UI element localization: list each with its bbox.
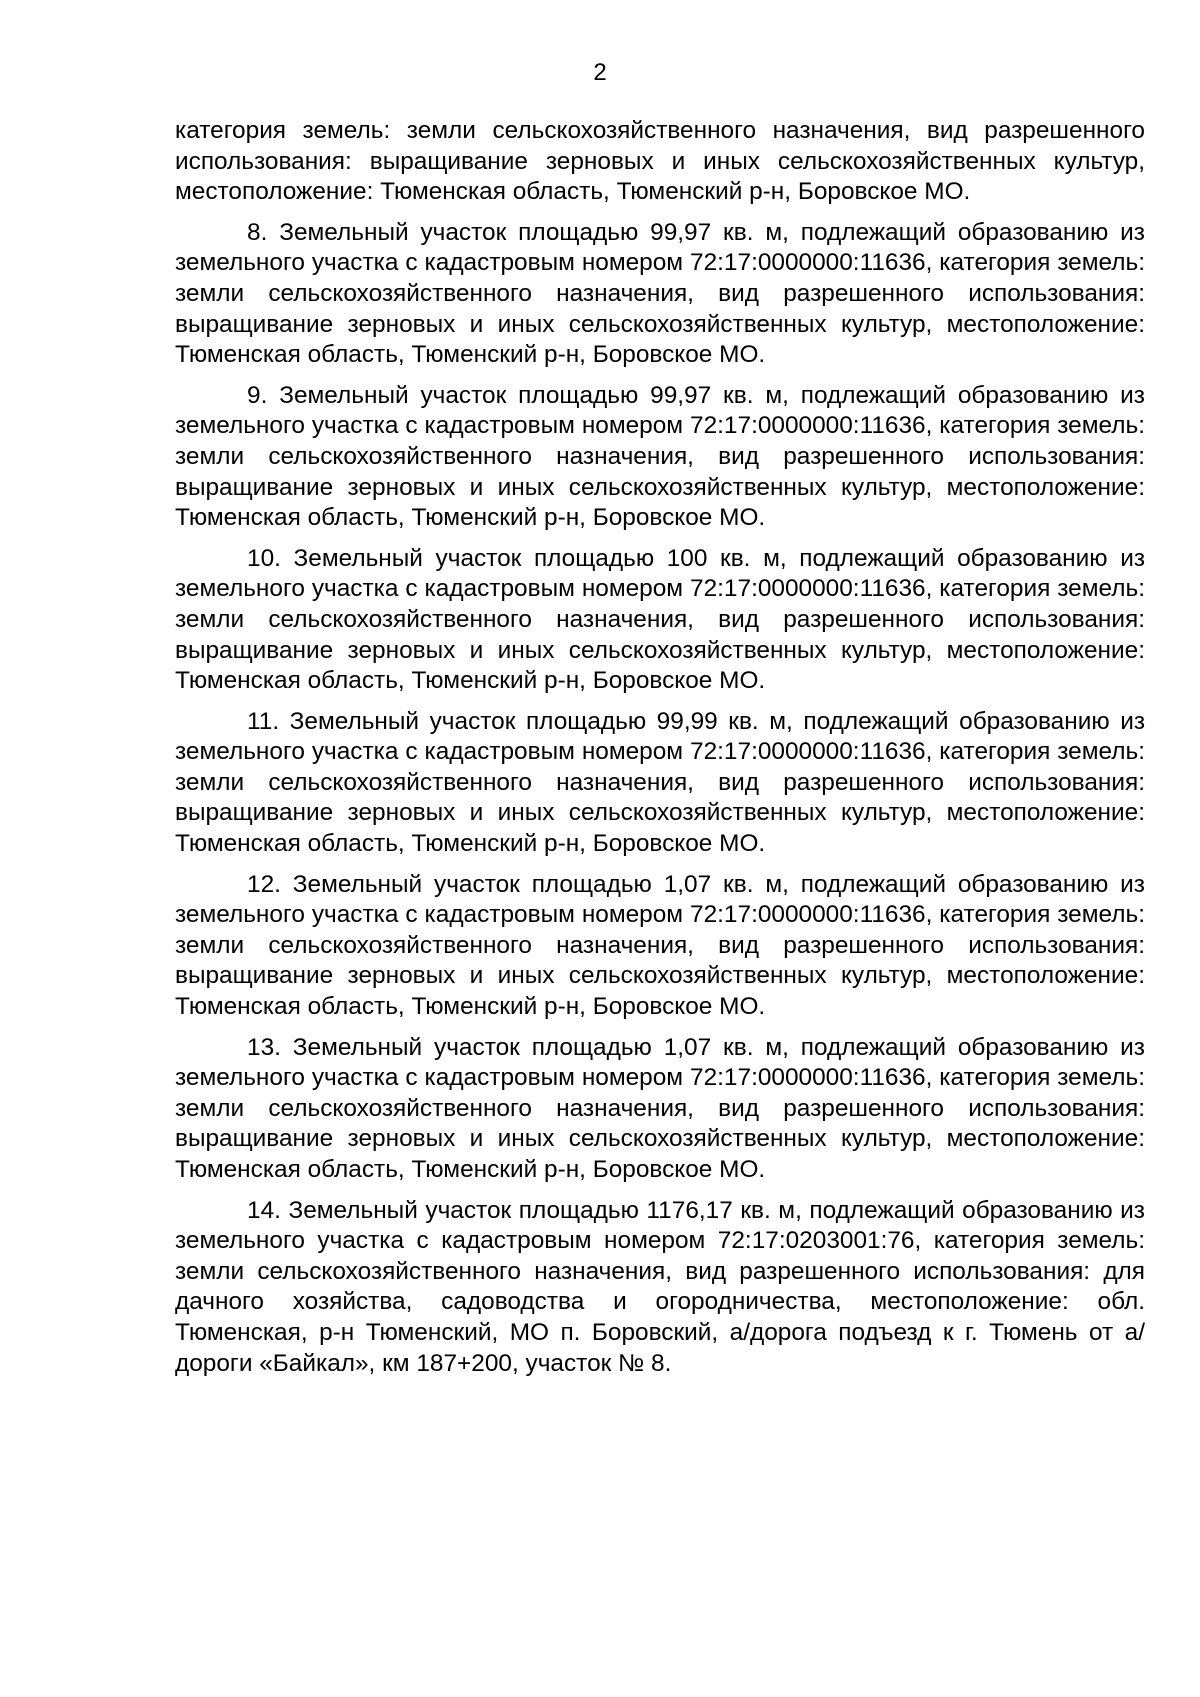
paragraph-item-14: 14. Земельный участок площадью 1176,17 кв. м, подлежащий образованию из земельного участка с кадастровым номером 72:17:0203001:76, категория земель: земли сельскохозяйственного назначения, вид разрешенного использования: для дачного хозяйства, садоводства и огородничества, местоположение: обл. Тюменская, р-н Тюменский, МО п. Боровский, а/дорога подъезд к г. Тюмень от а/дороги «Байкал», км 187+200, участок № 8. (175, 1196, 1145, 1377)
paragraph-item-8: 8. Земельный участок площадью 99,97 кв. м, подлежащий образованию из земельного участка с кадастровым номером 72:17:0000000:11636, категория земель: земли сельскохозяйственного назначения, вид разрешенного использования: выращивание зерновых и иных сельскохозяйственных культур, местоположение: Тюменская область, Тюменский р-н, Боровское МО. (175, 218, 1145, 369)
document-body (175, 116, 1145, 1389)
paragraph-item-12: 12. Земельный участок площадью 1,07 кв. м, подлежащий образованию из земельного участка с кадастровым номером 72:17:0000000:11636, категория земель: земли сельскохозяйственного назначения, вид разрешенного использования: выращивание зерновых и иных сельскохозяйственных культур, местоположение: Тюменская область, Тюменский р-н, Боровское МО. (175, 870, 1145, 1021)
paragraph-item-9: 9. Земельный участок площадью 99,97 кв. м, подлежащий образованию из земельного участка с кадастровым номером 72:17:0000000:11636, категория земель: земли сельскохозяйственного назначения, вид разрешенного использования: выращивание зерновых и иных сельскохозяйственных культур, местоположение: Тюменская область, Тюменский р-н, Боровское МО. (175, 381, 1145, 532)
paragraph-item-11: 11. Земельный участок площадью 99,99 кв. м, подлежащий образованию из земельного участка с кадастровым номером 72:17:0000000:11636, категория земель: земли сельскохозяйственного назначения, вид разрешенного использования: выращивание зерновых и иных сельскохозяйственных культур, местоположение: Тюменская область, Тюменский р-н, Боровское МО. (175, 707, 1145, 858)
paragraph-item-10: 10. Земельный участок площадью 100 кв. м, подлежащий образованию из земельного участка с кадастровым номером 72:17:0000000:11636, категория земель: земли сельскохозяйственного назначения, вид разрешенного использования: выращивание зерновых и иных сельскохозяйственных культур, местоположение: Тюменская область, Тюменский р-н, Боровское МО. (175, 544, 1145, 695)
page-number: 2 (593, 59, 607, 86)
paragraph-item-13: 13. Земельный участок площадью 1,07 кв. м, подлежащий образованию из земельного участка с кадастровым номером 72:17:0000000:11636, категория земель: земли сельскохозяйственного назначения, вид разрешенного использования: выращивание зерновых и иных сельскохозяйственных культур, местоположение: Тюменская область, Тюменский р-н, Боровское МО. (175, 1033, 1145, 1183)
paragraph-continuation: категория земель: земли сельскохозяйственного назначения, вид разрешенного использования: выращивание зерновых и иных сельскохозяйственных культур, местоположение: Тюменская область, Тюменский р-н, Боровское МО. (175, 117, 1145, 206)
